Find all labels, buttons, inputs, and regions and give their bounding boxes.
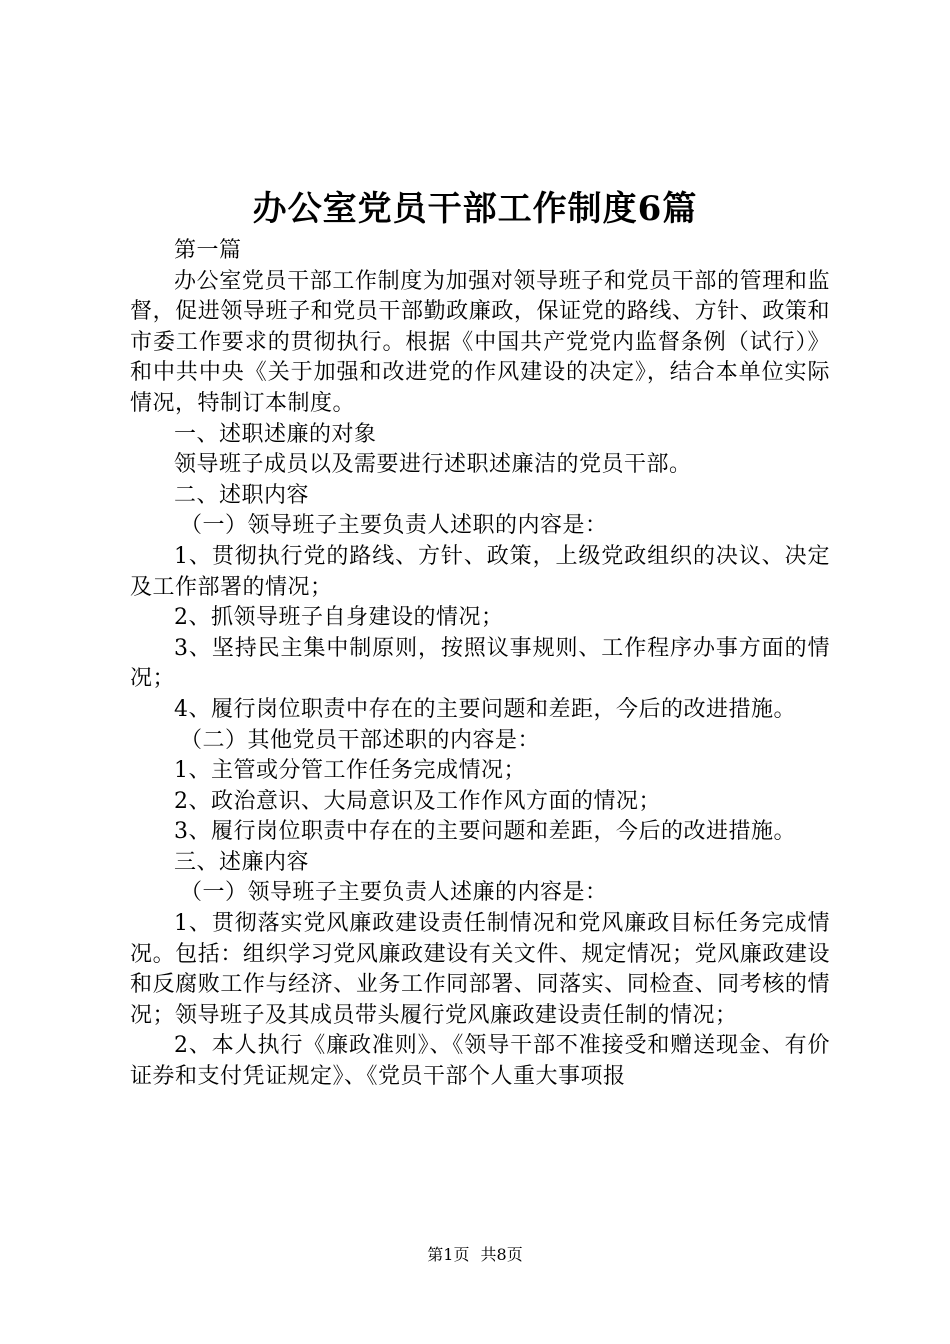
paragraph: 领导班子成员以及需要进行述职述廉洁的党员干部。 (174, 452, 692, 478)
list-item: 1、主管或分管工作任务完成情况； (174, 758, 526, 784)
list-item: 1、贯彻执行党的路线、方针、政策，上级党政组织的决议、决定及工作部署的情况； (130, 543, 830, 600)
section-heading-1: 一、述职述廉的对象 (174, 421, 377, 447)
subsection-heading: （一）领导班子主要负责人述职的内容是： (180, 513, 608, 539)
list-item: 1、贯彻落实党风廉政建设责任制情况和党风廉政目标任务完成情况。包括：组织学习党风廉政建设有关文件、规定情况；党风廉政建设和反腐败工作与经济、业务工作同部署、同落实、同检查、同考核的情况；领导班子及其成员带头履行党风廉政建设责任制的情况； (130, 911, 830, 1028)
page-total: 共8页 (480, 1245, 523, 1264)
document-title: 办公室党员干部工作制度6篇 (252, 189, 698, 229)
page-number: 第1页 (427, 1245, 470, 1264)
subsection-heading: （二）其他党员干部述职的内容是： (180, 727, 541, 753)
list-item: 3、履行岗位职责中存在的主要问题和差距，今后的改进措施。 (174, 819, 796, 845)
page-footer (0, 1244, 950, 1266)
list-item: 2、本人执行《廉政准则》、《领导干部不准接受和赠送现金、有价证券和支付凭证规定》、《党员干部个人重大事项报 (130, 1033, 830, 1090)
subsection-heading: （一）领导班子主要负责人述廉的内容是： (180, 880, 608, 906)
document-body (130, 236, 830, 1093)
paragraph-intro: 办公室党员干部工作制度为加强对领导班子和党员干部的管理和监督，促进领导班子和党员干部勤政廉政，保证党的路线、方针、政策和市委工作要求的贯彻执行。根据《中国共产党党内监督条例（试行）》和中共中央《关于加强和改进党的作风建设的决定》，结合本单位实际情况，特制订本制度。 (130, 268, 830, 416)
list-item: 3、坚持民主集中制原则，按照议事规则、工作程序办事方面的情况； (130, 635, 830, 692)
paragraph-part-heading: 第一篇 (174, 238, 242, 263)
section-heading-2: 二、述职内容 (174, 482, 310, 508)
list-item: 2、抓领导班子自身建设的情况； (174, 605, 504, 631)
list-item: 2、政治意识、大局意识及工作作风方面的情况； (174, 788, 661, 814)
list-item: 4、履行岗位职责中存在的主要问题和差距，今后的改进措施。 (174, 696, 796, 722)
section-heading-3: 三、述廉内容 (174, 849, 310, 875)
